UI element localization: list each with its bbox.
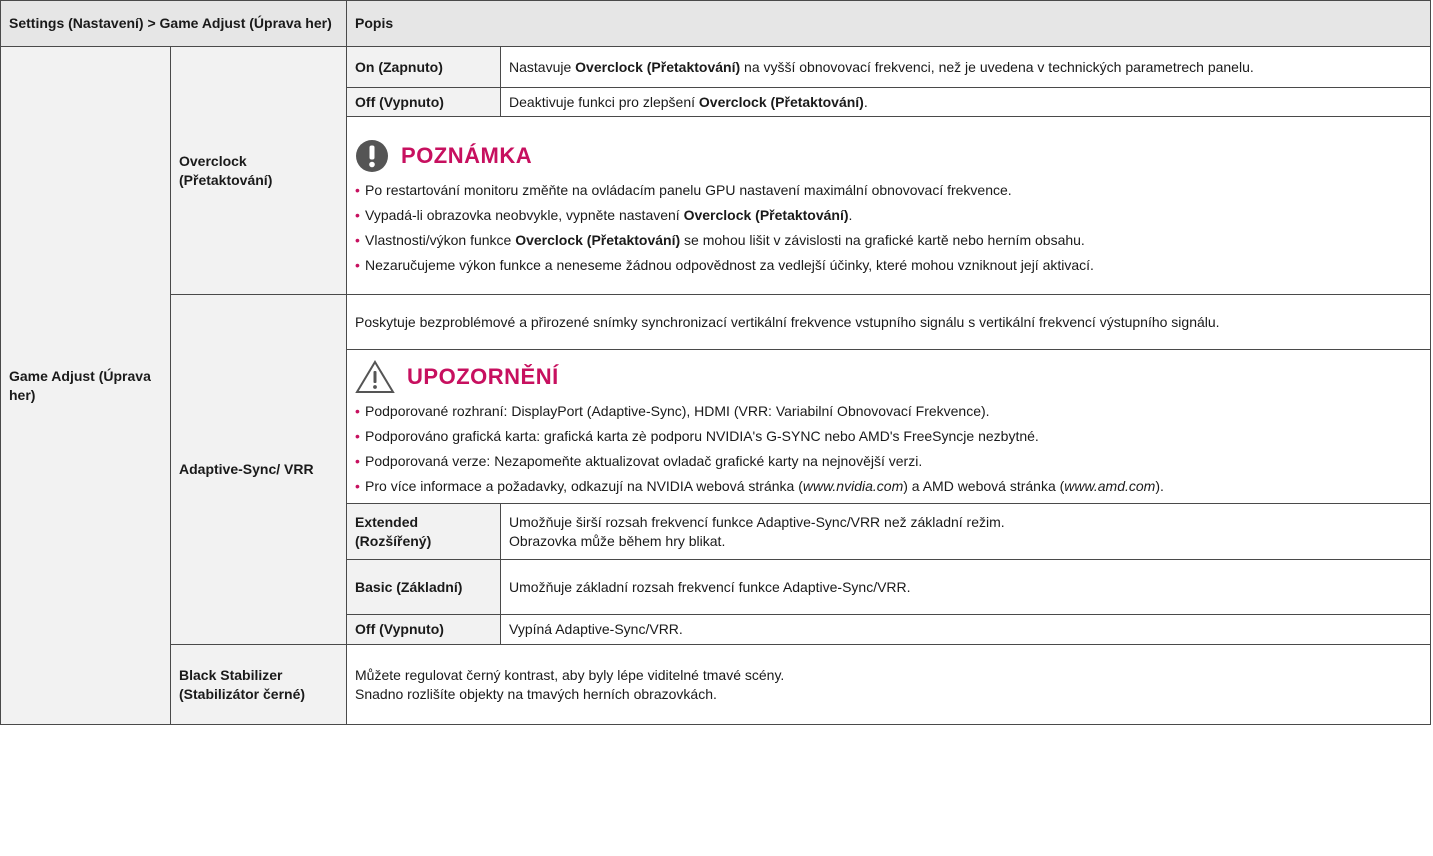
list-item: • Po restartování monitoru změňte na ovládacím panelu GPU nastavení maximální obnovovací frekvence. — [355, 181, 1012, 198]
list-item-text: . — [848, 206, 853, 223]
desc-line: Snadno rozlišíte objekty na tmavých herních obrazovkách. — [355, 685, 717, 702]
option-off-adaptive-desc: Vypíná Adaptive-Sync/VRR. — [501, 615, 1431, 645]
table-row — [1, 645, 1431, 725]
submenu-overclock: Overclock (Přetaktování) — [171, 47, 347, 295]
table-row — [1, 47, 1431, 88]
submenu-black-stabilizer: Black Stabilizer (Stabilizátor černé) — [171, 645, 347, 725]
list-item-text: Podporovaná verze: Nezapomeňte aktualizovat ovladač grafické karty na nejnovější verzi. — [365, 452, 923, 469]
desc-bold: Overclock (Přetaktování) — [575, 58, 741, 75]
amd-link: www.amd.com — [1064, 477, 1156, 494]
option-on-desc — [501, 47, 1431, 88]
table-header-row — [1, 1, 1431, 47]
desc-text: Nastavuje — [509, 58, 576, 75]
list-item-text: Vypadá-li obrazovka neobvykle, vypněte nastavení — [365, 206, 684, 223]
list-item-text: Podporováno grafická karta: grafická karta zè podporu NVIDIA's G-SYNC nebo AMD's FreeSyncje nezbytné. — [365, 427, 1039, 444]
description-header: Popis — [347, 1, 1431, 47]
option-off-desc — [501, 88, 1431, 117]
list-item-text: Po restartování monitoru změňte na ovládacím panelu GPU nastavení maximální obnovovací frekvence. — [365, 181, 1012, 198]
desc-line: Obrazovka může během hry blikat. — [509, 532, 726, 549]
nvidia-link: www.nvidia.com — [802, 477, 904, 494]
option-off: Off (Vypnuto) — [347, 88, 501, 117]
submenu-adaptive-sync: Adaptive-Sync/ VRR — [171, 295, 347, 645]
desc-line: Umožňuje širší rozsah frekvencí funkce Adaptive-Sync/VRR než základní režim. — [509, 513, 1005, 530]
list-item: • Nezaručujeme výkon funkce a neneseme žádnou odpovědnost za vedlejší účinky, které mohou vzniknout její aktivací. — [355, 256, 1094, 273]
exclamation-circle-icon — [355, 139, 389, 173]
note-title: POZNÁMKA — [401, 143, 533, 168]
caution-title: UPOZORNĚNÍ — [407, 364, 559, 389]
desc-text: na vyšší obnovovací frekvenci, než je uvedena v technických parametrech panelu. — [740, 58, 1254, 75]
option-on: On (Zapnuto) — [347, 47, 501, 88]
list-item-text: Pro více informace a požadavky, odkazují na NVIDIA webová stránka ( — [365, 477, 803, 494]
desc-text: . — [863, 93, 868, 110]
menu-game-adjust: Game Adjust (Úprava her) — [1, 47, 171, 725]
desc-text: Deaktivuje funkci pro zlepšení — [509, 93, 699, 110]
list-item: • Pro více informace a požadavky, odkazují na NVIDIA webová stránka (www.nvidia.com) a AMD webová stránka (www.amd.com). — [355, 477, 1164, 494]
list-item: • Podporovaná verze: Nezapomeňte aktualizovat ovladač grafické karty na nejnovější verzi. — [355, 452, 923, 469]
caution-heading — [355, 360, 1422, 394]
black-stabilizer-desc — [347, 645, 1431, 725]
option-extended-desc — [501, 504, 1431, 560]
menu-path-header: Settings (Nastavení) > Game Adjust (Úprava her) — [1, 1, 347, 47]
option-off-adaptive: Off (Vypnuto) — [347, 615, 501, 645]
list-item-text: se mohou lišit v závislosti na grafické kartě nebo herním obsahu. — [680, 231, 1085, 248]
option-basic-desc: Umožňuje základní rozsah frekvencí funkce Adaptive-Sync/VRR. — [501, 560, 1431, 615]
list-item: • Podporované rozhraní: DisplayPort (Adaptive-Sync), HDMI (VRR: Variabilní Obnovovací Frekvence). — [355, 402, 990, 419]
list-item: • Podporováno grafická karta: grafická karta zè podporu NVIDIA's G-SYNC nebo AMD's FreeSyncje nezbytné. — [355, 427, 1039, 444]
list-item-text: ). — [1155, 477, 1164, 494]
desc-line: Můžete regulovat černý kontrast, aby byly lépe viditelné tmavé scény. — [355, 666, 785, 683]
caution-list — [355, 402, 1422, 496]
list-item: • Vypadá-li obrazovka neobvykle, vypněte nastavení Overclock (Přetaktování). — [355, 206, 853, 223]
table-row — [1, 295, 1431, 350]
warning-triangle-icon — [355, 360, 395, 394]
option-extended: Extended (Rozšířený) — [347, 504, 501, 560]
note-list — [355, 181, 1422, 275]
note-box — [347, 117, 1431, 295]
list-item-text: ) a AMD webová stránka ( — [903, 477, 1065, 494]
note-heading — [355, 139, 1422, 173]
list-item-text: Podporované rozhraní: DisplayPort (Adaptive-Sync), HDMI (VRR: Variabilní Obnovovací Frekvence). — [365, 402, 990, 419]
desc-bold: Overclock (Přetaktování) — [698, 93, 864, 110]
list-item-text: Nezaručujeme výkon funkce a neneseme žádnou odpovědnost za vedlejší účinky, které mohou vzniknout její aktivací. — [365, 256, 1094, 273]
caution-box — [347, 350, 1431, 504]
list-item-text: Vlastnosti/výkon funkce — [365, 231, 516, 248]
list-item-bold: Overclock (Přetaktování) — [515, 231, 681, 248]
list-item: • Vlastnosti/výkon funkce Overclock (Přetaktování) se mohou lišit v závislosti na grafické kartě nebo herním obsahu. — [355, 231, 1085, 248]
option-basic: Basic (Základní) — [347, 560, 501, 615]
list-item-bold: Overclock (Přetaktování) — [683, 206, 849, 223]
adaptive-intro: Poskytuje bezproblémové a přirozené snímky synchronizací vertikální frekvence vstupního signálu s vertikální frekvencí výstupního signálu. — [347, 295, 1431, 350]
